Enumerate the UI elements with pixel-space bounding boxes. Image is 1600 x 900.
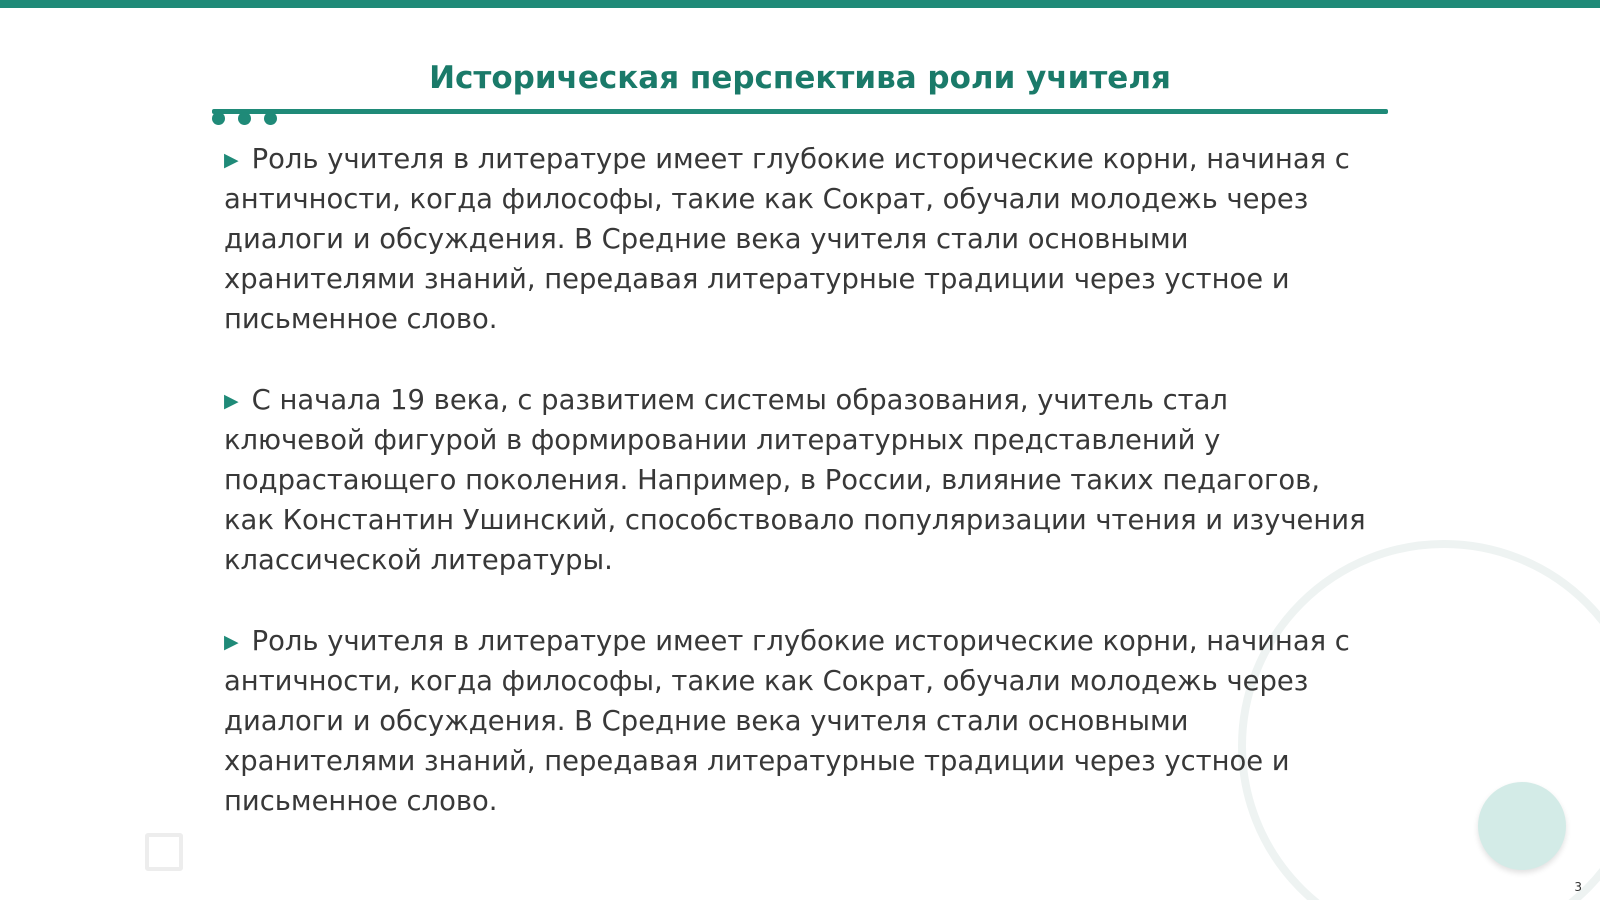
title-underline bbox=[212, 109, 1388, 114]
title-dot-icon bbox=[238, 112, 251, 125]
paragraph-text: С начала 19 века, с развитием системы образования, учитель стал ключевой фигурой в формировании литературных представлений у подрастающего поколения. Например, в России, влияние таких педагогов, как Константин Ушинский, способствовало популяризации чтения и изучения классической литературы. bbox=[224, 385, 1366, 576]
page-number: 3 bbox=[1574, 880, 1582, 894]
paragraph-text: Роль учителя в литературе имеет глубокие исторические корни, начиная с античности, когда философы, такие как Сократ, обучали молодежь через диалоги и обсуждения. В Средние века учителя стали основными хранителями знаний, передавая литературные традиции через устное и письменное слово. bbox=[224, 144, 1350, 335]
bullet-paragraph bbox=[224, 140, 1374, 340]
slide-body bbox=[224, 140, 1374, 863]
title-dot-icon bbox=[212, 112, 225, 125]
title-dot-icon bbox=[264, 112, 277, 125]
decorative-square bbox=[145, 833, 183, 871]
bullet-paragraph bbox=[224, 381, 1374, 581]
bullet-paragraph bbox=[224, 622, 1374, 822]
decorative-circle bbox=[1478, 782, 1566, 870]
bullet-arrow-icon: ▶ bbox=[224, 631, 239, 653]
bullet-arrow-icon: ▶ bbox=[224, 390, 239, 412]
top-accent-band bbox=[0, 0, 1600, 8]
paragraph-text: Роль учителя в литературе имеет глубокие исторические корни, начиная с античности, когда философы, такие как Сократ, обучали молодежь через диалоги и обсуждения. В Средние века учителя стали основными хранителями знаний, передавая литературные традиции через устное и письменное слово. bbox=[224, 626, 1350, 817]
slide-title: Историческая перспектива роли учителя bbox=[429, 60, 1171, 96]
bullet-arrow-icon: ▶ bbox=[224, 149, 239, 171]
